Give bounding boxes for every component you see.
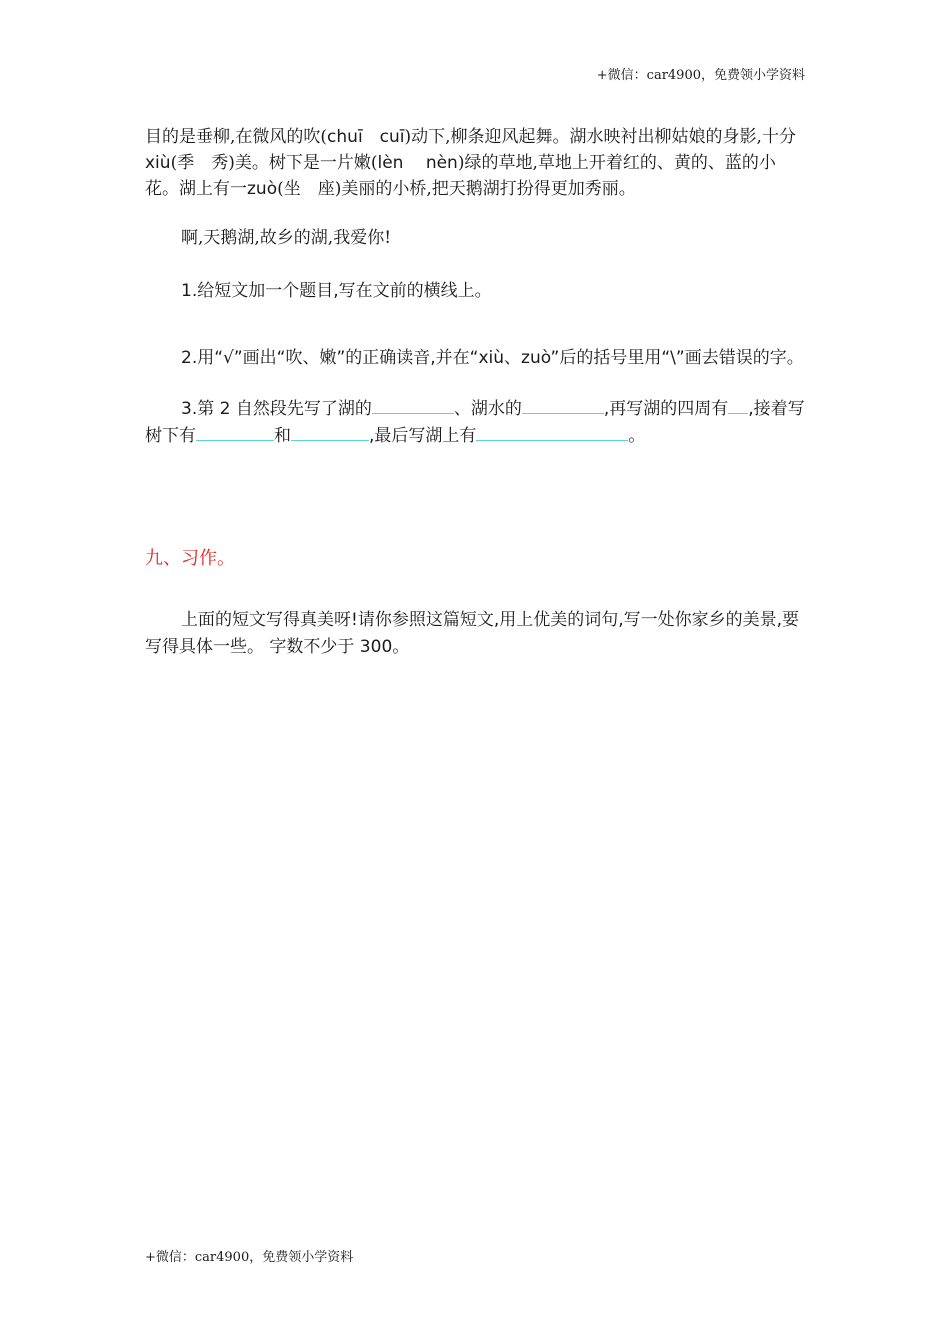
text-segment: ,再写湖的四周有 [603,399,729,419]
section-9-title: 九、习作。 [145,548,235,569]
question-2: 2.用“√”画出“吹、嫩”的正确读音,并在“xiù、zuò”后的括号里用“\”画去错误的字。 [181,348,804,368]
question-1: 1.给短文加一个题目,写在文前的横线上。 [181,281,492,301]
text-segment: 和 [274,426,291,446]
text-segment: (季 秀)美。树下是一片嫩( [170,153,378,173]
answer-blank-2[interactable] [522,397,604,414]
text-segment: 、湖水的 [453,399,522,419]
footer-watermark: +微信：car4900，免费领小学资料 [145,1250,354,1265]
question-3 [145,396,807,450]
passage-paragraph-1 [145,124,807,202]
pinyin-chui: chuī cuī [327,127,405,147]
text-segment: )动下,柳条迎风起舞。湖水映衬出柳姑娘的身影,十分 [404,127,796,147]
header-watermark: +微信：car4900，免费领小学资料 [596,68,805,83]
page-content [145,124,807,661]
text-segment: 目的是垂柳,在微风的吹( [145,127,328,147]
section-9-body: 上面的短文写得真美呀!请你参照这篇短文,用上优美的词句,写一处你家乡的美景,要写得具体一些。 字数不少于 300。 [145,610,800,657]
answer-blank-4[interactable] [196,424,274,441]
answer-blank-1[interactable] [372,397,454,414]
text-segment: )绿的草地,草地上开着红的、黄的、蓝的小花。湖上有一 [145,153,776,199]
passage-paragraph-2: 啊,天鹅湖,故乡的湖,我爱你! [181,228,392,248]
answer-blank-5[interactable] [291,424,369,441]
pinyin-xiu: xiù [145,153,171,173]
answer-blank-6[interactable] [476,424,628,441]
text-segment: ,接着写树下有 [145,399,805,446]
text-segment: 3.第 2 自然段先写了湖的 [181,399,372,419]
text-segment: ,最后写湖上有 [369,426,477,446]
pinyin-nen: lèn nèn [377,153,458,173]
answer-blank-3[interactable] [728,397,748,414]
pinyin-zuo: zuò [247,179,278,199]
text-segment: (坐 座)美丽的小桥,把天鹅湖打扮得更加秀丽。 [277,179,636,199]
text-segment: 。 [628,426,646,446]
